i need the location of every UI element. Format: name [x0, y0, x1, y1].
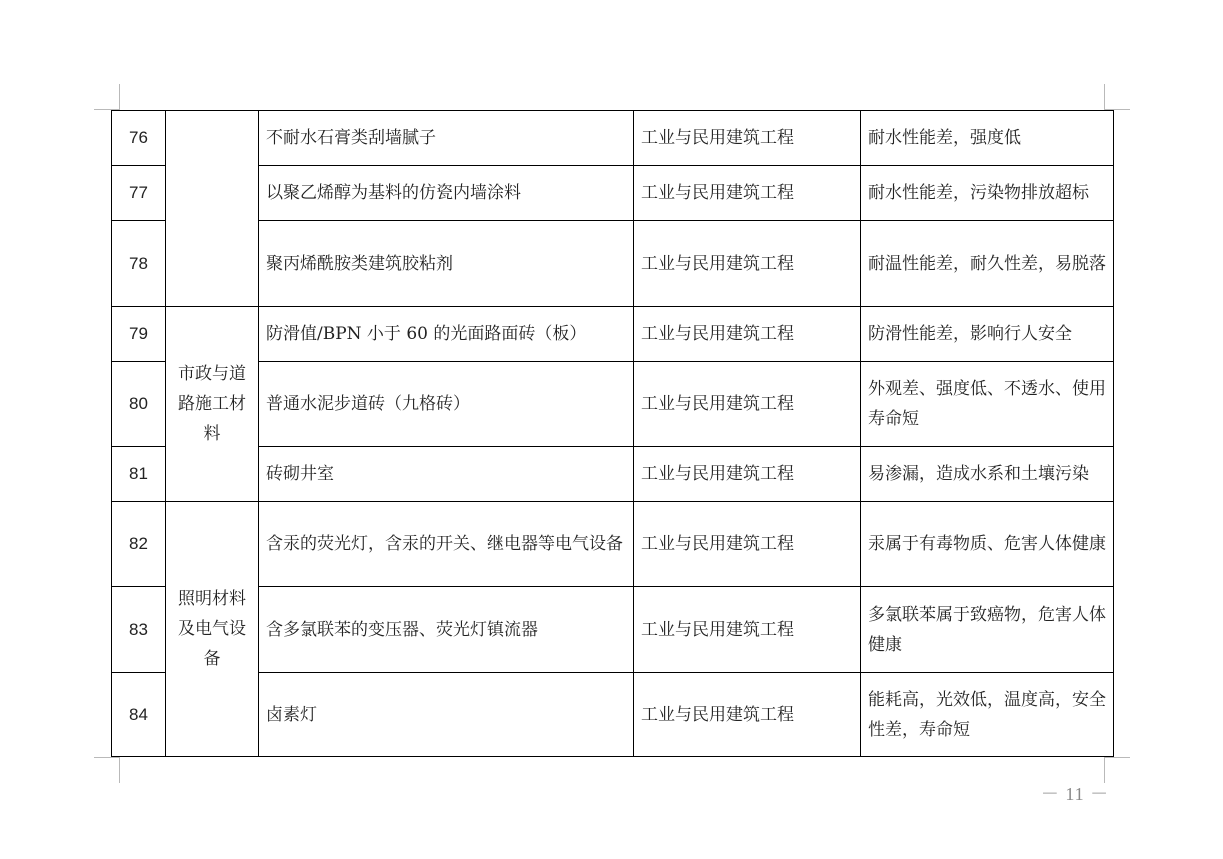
material-name: 以聚乙烯醇为基料的仿瓷内墙涂料 [259, 166, 634, 221]
row-number: 76 [112, 111, 166, 166]
restriction-reason: 汞属于有毒物质、危害人体健康 [861, 502, 1114, 587]
row-number: 79 [112, 307, 166, 362]
material-name: 卤素灯 [259, 673, 634, 757]
restriction-reason: 耐水性能差，强度低 [861, 111, 1114, 166]
restriction-reason: 能耗高，光效低，温度高，安全性差，寿命短 [861, 673, 1114, 757]
restriction-reason: 外观差、强度低、不透水、使用寿命短 [861, 362, 1114, 447]
application-scope: 工业与民用建筑工程 [634, 221, 861, 307]
table-row [112, 362, 1114, 447]
restriction-reason: 耐温性能差，耐久性差，易脱落 [861, 221, 1114, 307]
crop-mark-top-left-v [119, 84, 120, 110]
row-number: 83 [112, 587, 166, 673]
material-table [111, 110, 1114, 757]
application-scope: 工业与民用建筑工程 [634, 166, 861, 221]
application-scope: 工业与民用建筑工程 [634, 447, 861, 502]
restriction-reason: 多氯联苯属于致癌物，危害人体健康 [861, 587, 1114, 673]
table-row [112, 166, 1114, 221]
crop-mark-bottom-right-h [1104, 757, 1130, 758]
application-scope: 工业与民用建筑工程 [634, 502, 861, 587]
category-municipal: 市政与道路施工材料 [166, 307, 259, 502]
material-name: 砖砌井室 [259, 447, 634, 502]
category-cell-blank [166, 111, 259, 307]
table-row [112, 587, 1114, 673]
material-name: 防滑值/BPN 小于 60 的光面路面砖（板） [259, 307, 634, 362]
row-number: 81 [112, 447, 166, 502]
category-lighting: 照明材料及电气设备 [166, 502, 259, 757]
material-name: 聚丙烯酰胺类建筑胶粘剂 [259, 221, 634, 307]
material-name: 普通水泥步道砖（九格砖） [259, 362, 634, 447]
row-number: 84 [112, 673, 166, 757]
table-row [112, 221, 1114, 307]
material-name: 不耐水石膏类刮墙腻子 [259, 111, 634, 166]
application-scope: 工业与民用建筑工程 [634, 673, 861, 757]
table-row [112, 502, 1114, 587]
application-scope: 工业与民用建筑工程 [634, 111, 861, 166]
restriction-reason: 耐水性能差，污染物排放超标 [861, 166, 1114, 221]
application-scope: 工业与民用建筑工程 [634, 587, 861, 673]
application-scope: 工业与民用建筑工程 [634, 307, 861, 362]
application-scope: 工业与民用建筑工程 [634, 362, 861, 447]
table-row [112, 307, 1114, 362]
table-row [112, 447, 1114, 502]
crop-mark-bottom-left-h [94, 757, 120, 758]
row-number: 80 [112, 362, 166, 447]
material-name: 含多氯联苯的变压器、荧光灯镇流器 [259, 587, 634, 673]
table-row [112, 673, 1114, 757]
row-number: 78 [112, 221, 166, 307]
restriction-reason: 易渗漏，造成水系和土壤污染 [861, 447, 1114, 502]
material-name: 含汞的荧光灯，含汞的开关、继电器等电气设备 [259, 502, 634, 587]
crop-mark-bottom-left-v [119, 757, 120, 783]
table-row [112, 111, 1114, 166]
row-number: 82 [112, 502, 166, 587]
restriction-reason: 防滑性能差，影响行人安全 [861, 307, 1114, 362]
crop-mark-top-right-v [1104, 84, 1105, 110]
row-number: 77 [112, 166, 166, 221]
page-number: － 11 － [1040, 784, 1110, 804]
